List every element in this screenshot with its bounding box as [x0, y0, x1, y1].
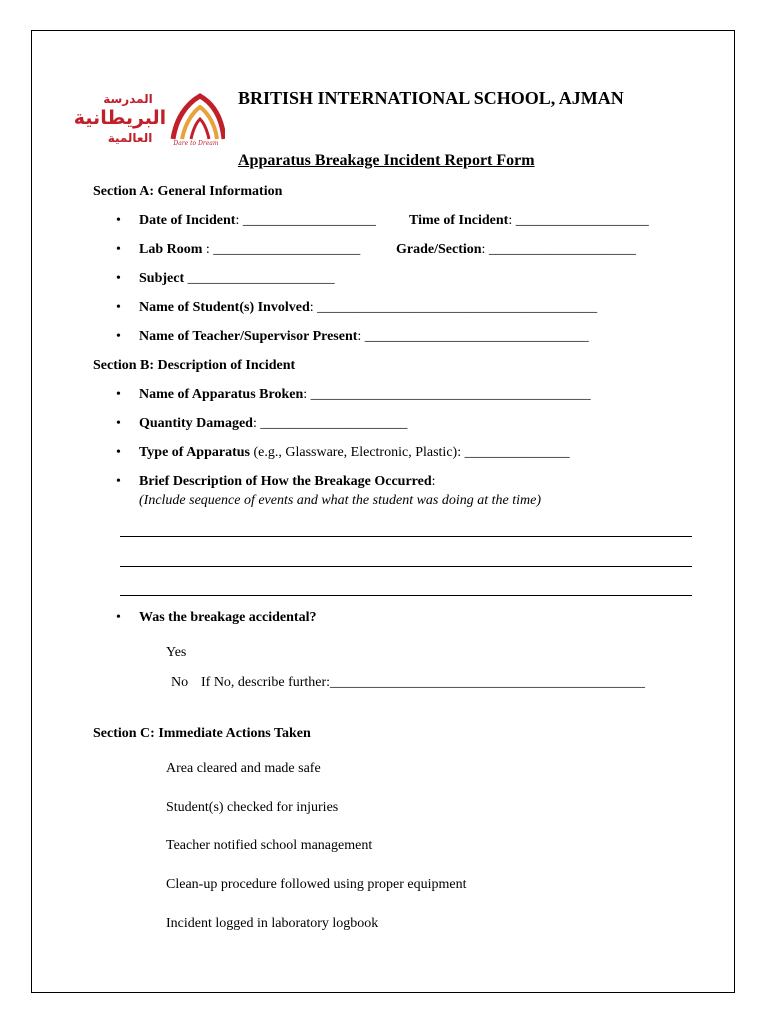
- type-blank: (e.g., Glassware, Electronic, Plastic): _______________: [249, 445, 570, 460]
- action-item[interactable]: Student(s) checked for injuries: [166, 800, 339, 815]
- no-followup-field[interactable]: If No, describe further:_____________________________________________: [201, 675, 646, 690]
- yes-option[interactable]: Yes: [166, 645, 187, 660]
- logo-tagline: Dare to Dream: [173, 140, 219, 147]
- quantity-label: Quantity Damaged: [139, 416, 253, 431]
- grade-label: Grade/Section: [396, 242, 482, 257]
- apparatus-label: Name of Apparatus Broken: [139, 387, 304, 402]
- description-line-1[interactable]: [120, 536, 692, 537]
- action-item[interactable]: Area cleared and made safe: [166, 761, 321, 776]
- page-border: [31, 30, 735, 993]
- teacher-blank: : ________________________________: [357, 329, 589, 344]
- time-of-incident-field[interactable]: [409, 214, 649, 228]
- type-label: Type of Apparatus: [139, 445, 250, 460]
- school-name: BRITISH INTERNATIONAL SCHOOL, AJMAN: [238, 88, 624, 108]
- quantity-damaged-field[interactable]: [139, 417, 407, 431]
- brief-description-label-row: [139, 475, 436, 489]
- date-blank: : ___________________: [235, 213, 376, 228]
- bullet-icon: •: [116, 445, 121, 460]
- teacher-present-field[interactable]: [139, 330, 589, 344]
- action-item[interactable]: Teacher notified school management: [166, 838, 373, 853]
- school-logo: [72, 87, 225, 147]
- quantity-blank: : _____________________: [252, 416, 408, 431]
- brief-colon: :: [431, 474, 436, 489]
- form-title: Apparatus Breakage Incident Report Form: [238, 152, 535, 169]
- type-of-apparatus-field[interactable]: [139, 446, 570, 460]
- logo-arabic-line2: البريطانية: [73, 107, 167, 129]
- subject-field[interactable]: [139, 272, 335, 286]
- apparatus-broken-field[interactable]: [139, 388, 591, 402]
- bullet-icon: •: [116, 474, 121, 489]
- logo-arabic-line3: العالمية: [107, 131, 153, 145]
- bullet-icon: •: [116, 271, 121, 286]
- bullet-icon: •: [116, 213, 121, 228]
- bullet-icon: •: [116, 329, 121, 344]
- time-label: Time of Incident: [409, 213, 509, 228]
- description-line-3[interactable]: [120, 595, 692, 596]
- teacher-label: Name of Teacher/Supervisor Present: [139, 329, 358, 344]
- students-blank: : ________________________________________: [309, 300, 598, 315]
- section-c-heading: Section C: Immediate Actions Taken: [93, 726, 311, 741]
- lab-blank: : _____________________: [202, 242, 361, 257]
- brief-label: Brief Description of How the Breakage Occurred: [139, 474, 432, 489]
- description-line-2[interactable]: [120, 566, 692, 567]
- grade-blank: : _____________________: [481, 242, 636, 257]
- date-label: Date of Incident: [139, 213, 236, 228]
- time-blank: : ___________________: [508, 213, 649, 228]
- bullet-icon: •: [116, 610, 121, 625]
- action-item[interactable]: Incident logged in laboratory logbook: [166, 916, 379, 931]
- lab-label: Lab Room: [139, 242, 203, 257]
- bullet-icon: •: [116, 242, 121, 257]
- section-b-heading: Section B: Description of Incident: [93, 358, 296, 373]
- school-logo-graphic: [72, 87, 225, 147]
- section-a-heading: Section A: General Information: [93, 184, 283, 199]
- subject-label: Subject: [139, 271, 185, 286]
- no-option[interactable]: No: [171, 675, 189, 690]
- brief-description-hint: (Include sequence of events and what the student was doing at the time): [139, 493, 542, 508]
- bullet-icon: •: [116, 416, 121, 431]
- students-involved-field[interactable]: [139, 301, 597, 315]
- apparatus-blank: : ________________________________________: [303, 387, 591, 402]
- logo-arabic-line1: المدرسة: [103, 92, 153, 106]
- students-label: Name of Student(s) Involved: [139, 300, 310, 315]
- bullet-icon: •: [116, 300, 121, 315]
- grade-section-field[interactable]: [396, 243, 636, 257]
- bullet-icon: •: [116, 387, 121, 402]
- action-item[interactable]: Clean-up procedure followed using proper equipment: [166, 877, 467, 892]
- lab-room-field[interactable]: [139, 243, 360, 257]
- subject-blank: _____________________: [184, 271, 335, 286]
- accidental-question: Was the breakage accidental?: [139, 610, 317, 625]
- date-of-incident-field[interactable]: [139, 214, 376, 228]
